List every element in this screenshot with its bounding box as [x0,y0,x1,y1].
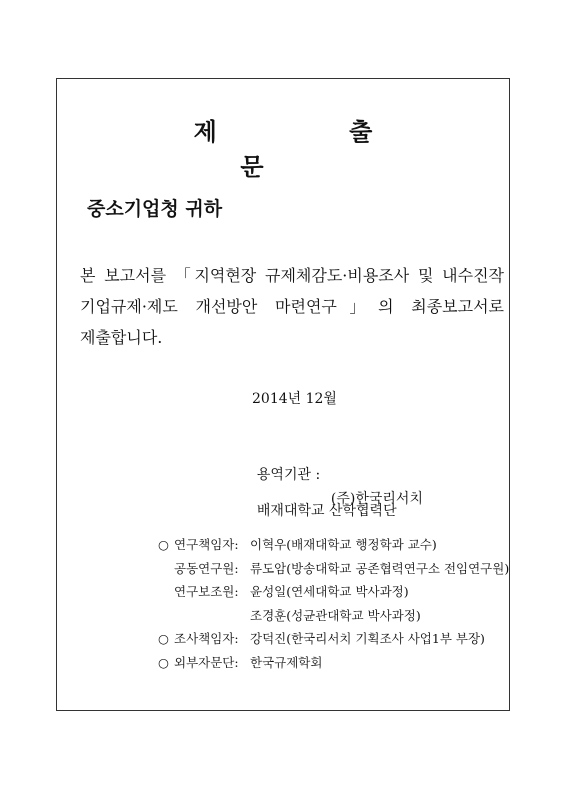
staff-name: 이혁우(배재대학교 행정학과 교수) [250,537,437,552]
staff-name: 류도암(방송대학교 공존협력연구소 전임연구원) [250,560,510,576]
staff-name: 강덕진(한국리서치 기획조사 사업1부 부장) [250,631,485,646]
staff-row [158,580,509,604]
staff-row [158,604,509,628]
bullet-icon: ○ [158,654,169,670]
staff-role: 연구보조원: [174,584,239,599]
staff-row [158,533,509,557]
staff-name: 윤성일(연세대학교 박사과정) [250,584,409,599]
staff-row [158,627,509,651]
staff-name: 한국규제학회 [250,654,323,670]
bullet-icon [158,557,174,581]
staff-role: 조사책임자: [174,631,239,646]
staff-role: 공동연구원: [174,560,239,576]
submission-date: 2014년 12월 [252,391,337,407]
institution-primary: 배재대학교 산학협력단 [256,503,397,519]
institution-secondary: (주)한국리서치 [330,491,423,507]
recipient: 중소기업청 귀하 [87,198,223,220]
staff-role: 연구책임자: [174,537,239,552]
staff-row [158,651,509,675]
bullet-icon: ○ [158,631,169,646]
bullet-icon: ○ [158,537,169,552]
submission-statement: 본 보고서를 「지역현장 규제체감도·비용조사 및 내수진작 기업규제·제도 개선방안 마련연구」의 최종보고서로 제출합니다. [80,266,504,347]
institution-secondary-line [322,472,423,508]
staff-name: 조경훈(성균관대학교 박사과정) [250,607,421,623]
staff-role: 외부자문단: [174,654,239,670]
staff-list [158,533,509,674]
page-title: 제 출 문 [193,118,435,181]
staff-role [174,604,250,628]
bullet-icon [158,580,174,604]
institution-label: 용역기관 : [256,467,321,483]
bullet-icon [158,604,174,628]
staff-row [158,557,509,581]
